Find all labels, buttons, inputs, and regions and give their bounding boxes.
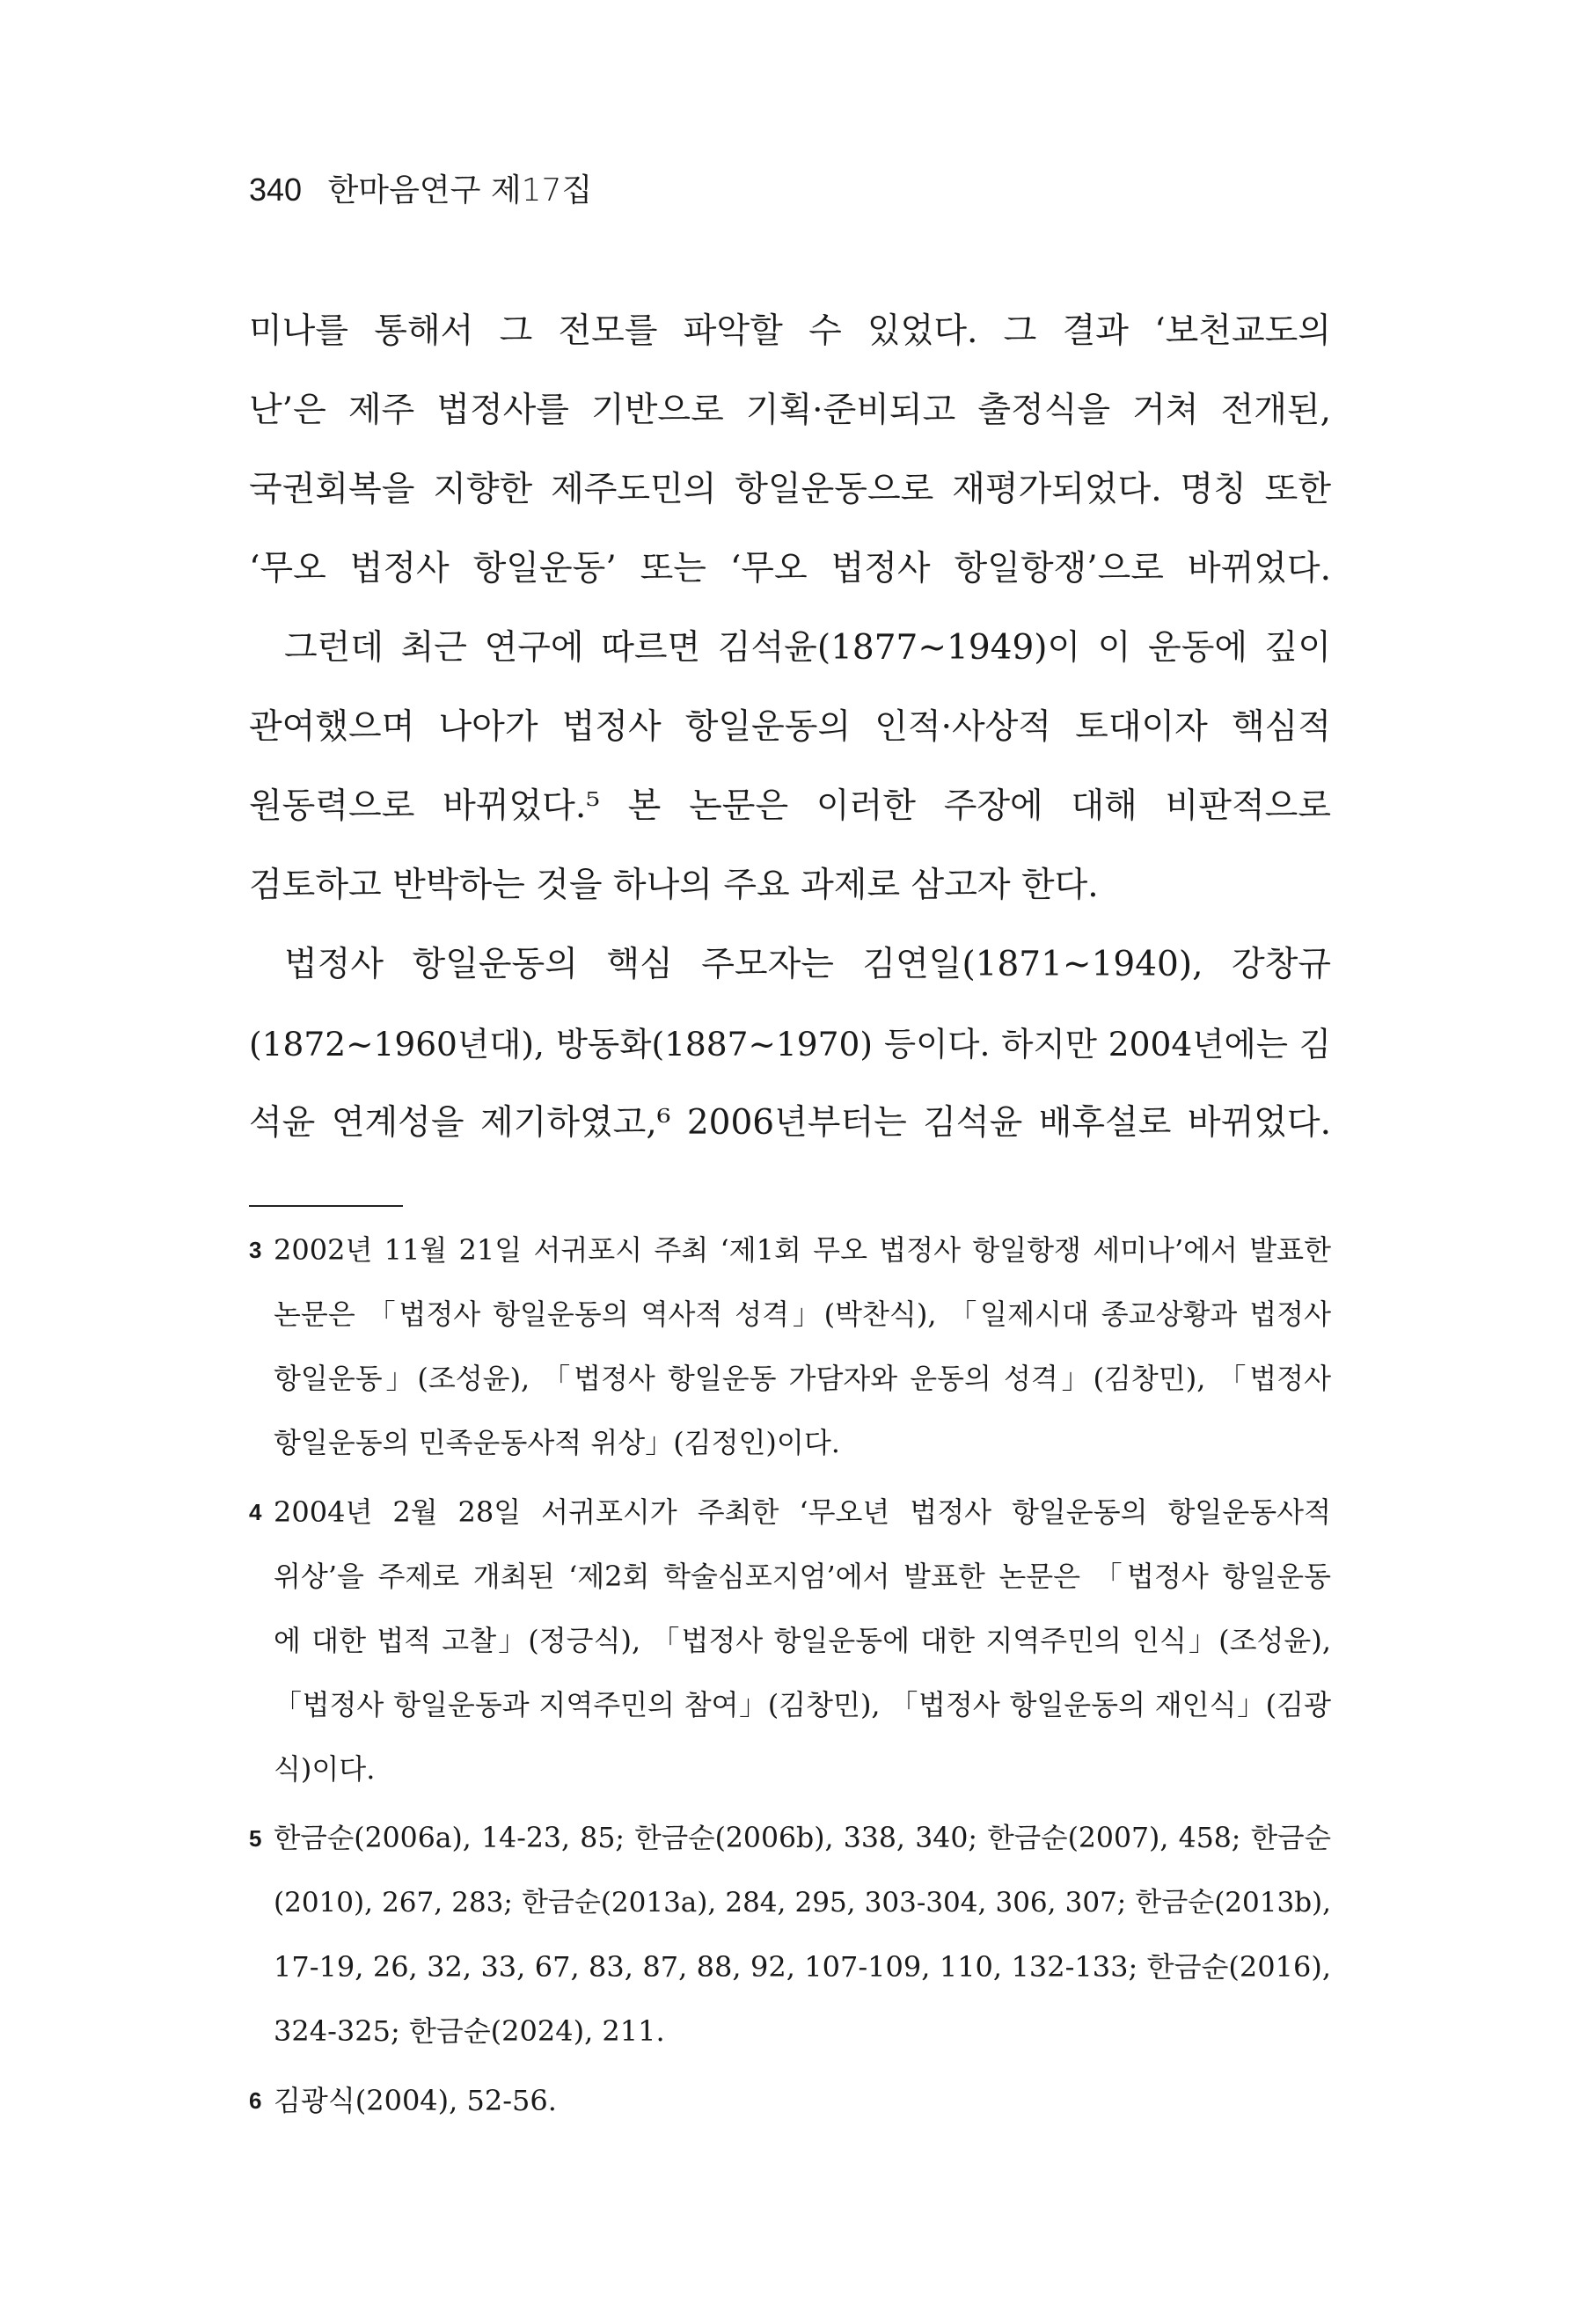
footnote-line: 324-325; 한금순(2024), 211. — [274, 2014, 665, 2048]
footnote-line: 17-19, 26, 32, 33, 67, 83, 87, 88, 92, 107-109, 110, 132-133; 한금순(2016), — [274, 1950, 1331, 1984]
footnote-line: 2004년 2월 28일 서귀포시가 주최한 ‘무오년 법정사 항일운동의 항일운동사적 — [274, 1495, 1331, 1529]
footnote-number: 3 — [249, 1237, 262, 1263]
body-line: 원동력으로 바뀌었다.⁵ 본 논문은 이러한 주장에 대해 비판적으로 — [249, 786, 1331, 826]
footnote-line: 위상’을 주제로 개최된 ‘제2회 학술심포지엄’에서 발표한 논문은 「법정사 항일운동 — [274, 1560, 1331, 1593]
body-line: 미나를 통해서 그 전모를 파악할 수 있었다. 그 결과 ‘보천교도의 — [249, 311, 1331, 351]
footnote-line: 항일운동의 민족운동사적 위상」(김정인)이다. — [274, 1426, 840, 1459]
footnote-line: 김광식(2004), 52-56. — [274, 2084, 557, 2117]
body-line: 검토하고 반박하는 것을 하나의 주요 과제로 삼고자 한다. — [249, 866, 1099, 905]
footnote-line: 「법정사 항일운동과 지역주민의 참여」(김창민), 「법정사 항일운동의 재인식」(김광 — [274, 1688, 1331, 1721]
footnotes — [249, 1218, 1331, 2138]
body-line: ‘무오 법정사 항일운동’ 또는 ‘무오 법정사 항일항쟁’으로 바뀌었다. — [249, 549, 1331, 588]
body-line: 법정사 항일운동의 핵심 주모자는 김연일(1871~1940), 강창규 — [284, 945, 1331, 984]
footnote-divider — [249, 1205, 403, 1207]
body-line: 국권회복을 지향한 제주도민의 항일운동으로 재평가되었다. 명칭 또한 — [249, 470, 1331, 509]
footnote-line: 한금순(2006a), 14-23, 85; 한금순(2006b), 338, 340; 한금순(2007), 458; 한금순 — [274, 1823, 1331, 1854]
page-number: 340 — [249, 172, 303, 208]
footnote-number: 4 — [249, 1499, 262, 1525]
footnote-6 — [249, 2069, 1331, 2133]
running-header — [249, 169, 592, 212]
body-line: 석윤 연계성을 제기하였고,⁶ 2006년부터는 김석윤 배후설로 바뀌었다. — [249, 1103, 1331, 1143]
body-text — [249, 292, 1331, 1163]
footnote-number: 6 — [249, 2087, 262, 2114]
footnote-3 — [249, 1218, 1331, 1475]
journal-title: 한마음연구 제17집 — [327, 172, 593, 208]
footnote-line: 항일운동」(조성윤), 「법정사 항일운동 가담자와 운동의 성격」(김창민), 「법정사 — [274, 1362, 1331, 1395]
body-line: 그런데 최근 연구에 따르면 김석윤(1877~1949)이 이 운동에 깊이 — [284, 628, 1331, 668]
footnote-line: 2002년 11월 21일 서귀포시 주최 ‘제1회 무오 법정사 항일항쟁 세미나’에서 발표한 — [274, 1233, 1331, 1267]
body-line: 난’은 제주 법정사를 기반으로 기획·준비되고 출정식을 거쳐 전개된, — [249, 391, 1331, 430]
footnote-number: 5 — [249, 1825, 262, 1852]
footnote-line: 에 대한 법적 고찰」(정긍식), 「법정사 항일운동에 대한 지역주민의 인식」(조성윤), — [274, 1624, 1331, 1657]
footnote-line: (2010), 267, 283; 한금순(2013a), 284, 295, 303-304, 306, 307; 한금순(2013b), — [274, 1887, 1331, 1918]
body-line: (1872~1960년대), 방동화(1887~1970) 등이다. 하지만 2004년에는 김 — [249, 1025, 1331, 1063]
footnote-line: 식)이다. — [274, 1752, 376, 1786]
footnote-5 — [249, 1807, 1331, 2064]
footnote-line: 논문은 「법정사 항일운동의 역사적 성격」(박찬식), 「일제시대 종교상황과 법정사 — [274, 1297, 1331, 1331]
footnote-4 — [249, 1480, 1331, 1801]
body-line: 관여했으며 나아가 법정사 항일운동의 인적·사상적 토대이자 핵심적 — [249, 707, 1331, 747]
